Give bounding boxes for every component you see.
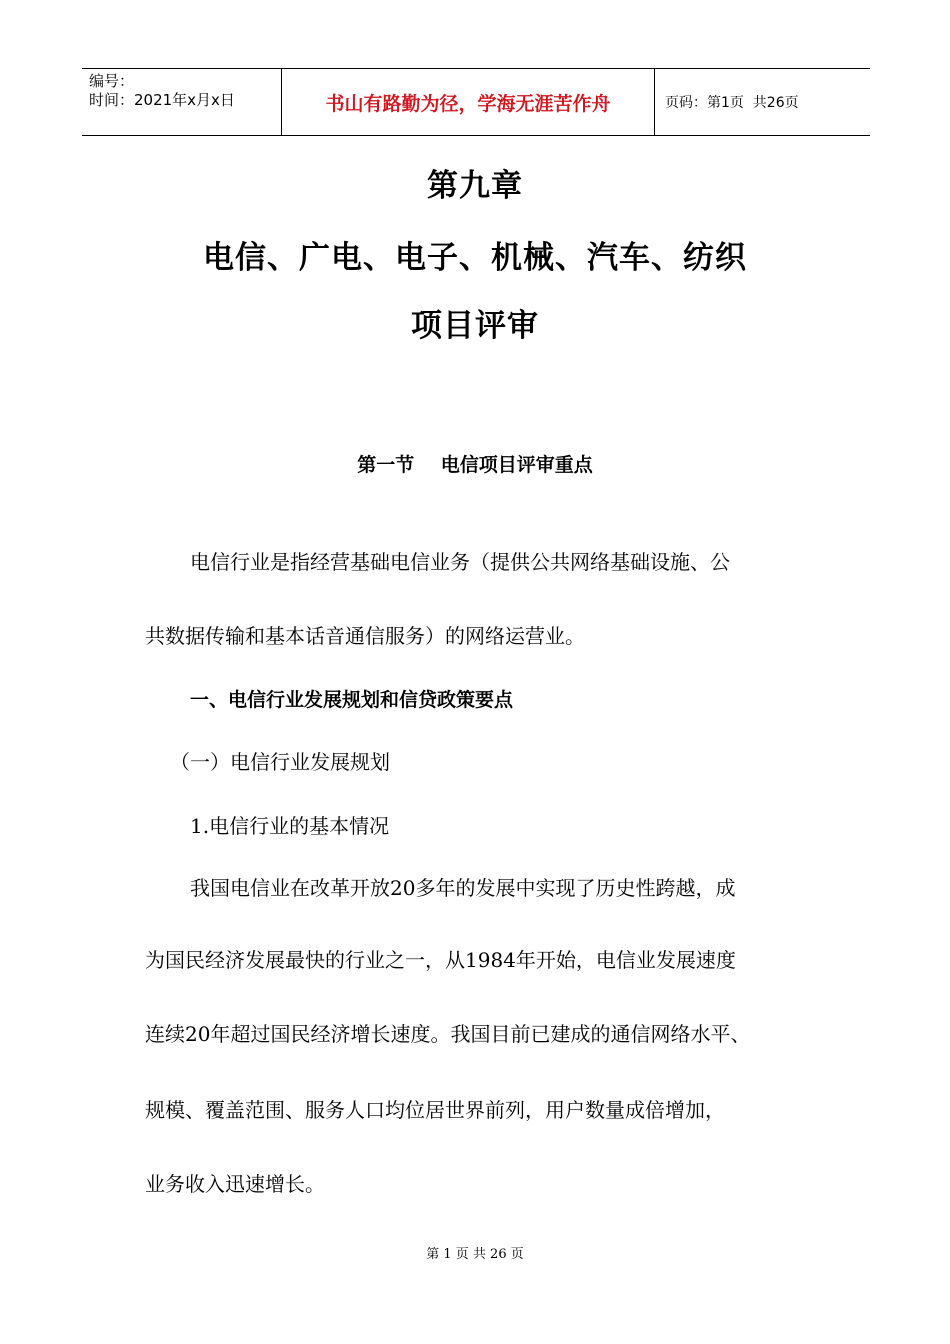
document-header-table bbox=[82, 68, 870, 136]
paragraph-line: 为国民经济发展最快的行业之一，从1984年开始，电信业发展速度 bbox=[145, 948, 736, 972]
numbered-heading: 一、电信行业发展规划和信贷政策要点 bbox=[190, 689, 514, 711]
header-time-label: 时间：2021年x月x日 bbox=[89, 91, 235, 109]
header-motto-cell bbox=[282, 69, 655, 135]
chapter-subtitle-line-1: 电信、广电、电子、机械、汽车、纺织 bbox=[203, 240, 747, 276]
header-page-code: 页码：第1页 共26页 bbox=[665, 95, 799, 111]
paragraph-line: 连续20年超过国民经济增长速度。我国目前已建成的通信网络水平、 bbox=[145, 1022, 751, 1046]
header-motto: 书山有路勤为径，学海无涯苦作舟 bbox=[325, 92, 611, 115]
paragraph-line: 规模、覆盖范围、服务人口均位居世界前列，用户数量成倍增加， bbox=[145, 1098, 725, 1122]
paragraph-line: 我国电信业在改革开放20多年的发展中实现了历史性跨越，成 bbox=[190, 876, 736, 900]
paragraph-line: 共数据传输和基本话音通信服务）的网络运营业。 bbox=[145, 624, 585, 648]
chapter-subtitle-line-2: 项目评审 bbox=[411, 308, 539, 344]
header-page-cell bbox=[655, 69, 870, 135]
header-number-label: 编号： bbox=[89, 72, 135, 90]
section-heading: 第一节 电信项目评审重点 bbox=[357, 454, 593, 476]
header-meta-cell bbox=[82, 69, 282, 135]
sub-item-heading: 1.电信行业的基本情况 bbox=[190, 814, 390, 838]
paragraph-line: 业务收入迅速增长。 bbox=[145, 1172, 325, 1196]
page-footer: 第 1 页 共 26 页 bbox=[426, 1247, 524, 1262]
chapter-title: 第九章 bbox=[427, 168, 523, 204]
paragraph-line: 电信行业是指经营基础电信业务（提供公共网络基础设施、公 bbox=[190, 550, 730, 574]
sub-heading: （一）电信行业发展规划 bbox=[170, 750, 390, 774]
